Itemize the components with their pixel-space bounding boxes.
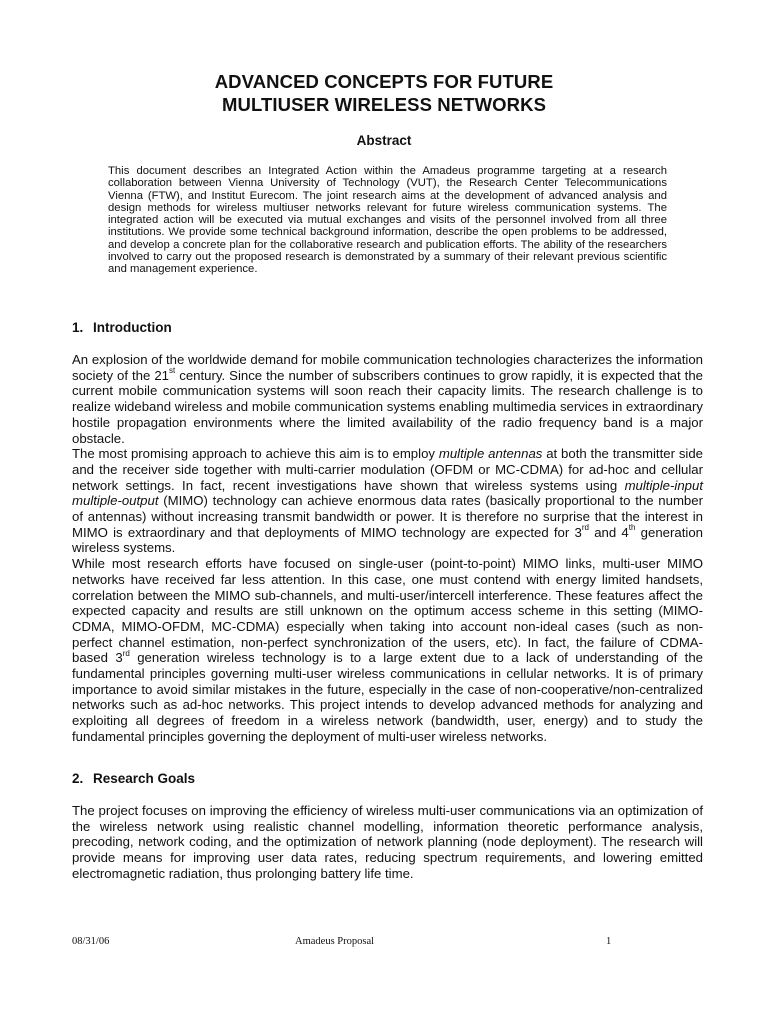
footer-date: 08/31/06 bbox=[72, 936, 110, 947]
section-2-heading bbox=[72, 771, 195, 786]
intro-p2-text-a: The most promising approach to achieve this aim is to employ bbox=[72, 446, 439, 462]
section-2-number: 2. bbox=[72, 771, 84, 786]
section-2-body bbox=[72, 803, 703, 882]
intro-paragraph-2 bbox=[72, 446, 703, 556]
intro-p2-sup-1: rd bbox=[581, 523, 589, 533]
section-2-title: Research Goals bbox=[93, 771, 196, 786]
intro-p1-text-a: An explosion of the worldwide demand for mobile communication technologies characterizes the information society of the 21 bbox=[72, 352, 703, 383]
intro-p2-text-e: generation wireless systems. bbox=[72, 524, 703, 556]
section-1-number: 1. bbox=[72, 320, 84, 335]
intro-p3-sup: rd bbox=[122, 648, 130, 658]
research-goals-paragraph: The project focuses on improving the efficiency of wireless multi-user communications via an optimization of the wireless network using realistic channel modelling, information theoretic performance analysis, precoding, network coding, and the optimization of network planning (node deployment). The research will provide means for improving user data rates, reducing spectrum requirements, and lowering emitted electromagnetic radiation, thus prolonging battery life time. bbox=[72, 803, 703, 881]
title-line-2: MULTIUSER WIRELESS NETWORKS bbox=[221, 94, 547, 115]
intro-p2-emphasis-1: multiple antennas bbox=[438, 446, 543, 462]
footer-title: Amadeus Proposal bbox=[295, 936, 375, 947]
title-line-1: ADVANCED CONCEPTS FOR FUTURE bbox=[214, 71, 554, 92]
abstract-text: This document describes an Integrated Action within the Amadeus programme targeting at a research collaboration between Vienna University of Technology (VUT), the Research Center Telecommunications Vienna (FTW), and Institut Eurecom. The joint research aims at the development of advanced analysis and design methods for wireless multiuser networks relevant for future wireless communication systems. The integrated action will be executed via mutual exchanges and visits of the personnel involved from all three institutions. We provide some technical background information, describe the open problems to be addressed, and develop a concrete plan for the collaborative research and publication efforts. The ability of the researchers involved to carry out the proposed research is demonstrated by a summary of their relevant previous scientific and management experience. bbox=[108, 165, 667, 276]
intro-p2-text-b: at both the transmitter side and the receiver side together with multi-carrier modulation (OFDM or MC-CDMA) for ad-hoc and cellular network settings. In fact, recent investigations have shown that wireless systems using bbox=[72, 446, 704, 493]
intro-p2-sup-2: th bbox=[628, 523, 636, 533]
intro-p1-text-b: century. Since the number of subscribers continues to grow rapidly, it is expected that the current mobile communication systems will soon reach their capacity limits. The research challenge is to realize wideband wireless and mobile communication systems enabling multimedia services in extraordinary hostile propagation environments where the limited availability of the radio frequency band is a major obstacle. bbox=[72, 367, 703, 446]
intro-p1-sup: st bbox=[169, 366, 176, 376]
section-1-body bbox=[72, 352, 703, 745]
footer-page-number: 1 bbox=[606, 936, 612, 947]
document-title bbox=[0, 70, 768, 116]
intro-p3-text-a: While most research efforts have focused on single-user (point-to-point) MIMO links, multi-user MIMO networks have received far less attention. In this case, one must contend with energy limited handsets, correlation between the MIMO sub-channels, and multi-user/intercell interference. These features affect the expected capacity and results are still unknown on the optimum access scheme in this setting (MIMO-CDMA, MIMO-OFDM, MC-CDMA) especially when taking into account non-ideal cases (such as non-perfect channel estimation, non-perfect synchronization of the users, etc). In fact, the failure of CDMA-based 3 bbox=[72, 556, 703, 666]
intro-p3-text-b: generation wireless technology is to a large extent due to a lack of understanding of the fundamental principles governing multi-user wireless communications in cellular networks. It is of primary importance to avoid similar mistakes in the future, especially in the case of non-cooperative/non-centralized networks such as ad-hoc networks. This project intends to develop advanced methods for analyzing and exploiting all degrees of freedom in a wireless network (bandwidth, user, energy) and to study the fundamental principles governing the deployment of multi-user wireless networks. bbox=[72, 650, 703, 744]
section-1-title: Introduction bbox=[93, 320, 172, 335]
intro-p2-emphasis-2: multiple-input multiple-output bbox=[72, 477, 703, 509]
intro-paragraph-1 bbox=[72, 352, 703, 446]
section-1-heading bbox=[72, 320, 172, 335]
intro-p2-text-c: (MIMO) technology can achieve enormous data rates (basically proportional to the number of antennas) without increasing transmit bandwidth or power. It is therefore no surprise that the interest in MIMO is extraordinary and that deployments of MIMO technology are expected for 3 bbox=[72, 493, 703, 540]
intro-paragraph-3 bbox=[72, 556, 703, 744]
intro-p2-text-d: and 4 bbox=[588, 524, 629, 540]
abstract-heading: Abstract bbox=[356, 133, 412, 148]
